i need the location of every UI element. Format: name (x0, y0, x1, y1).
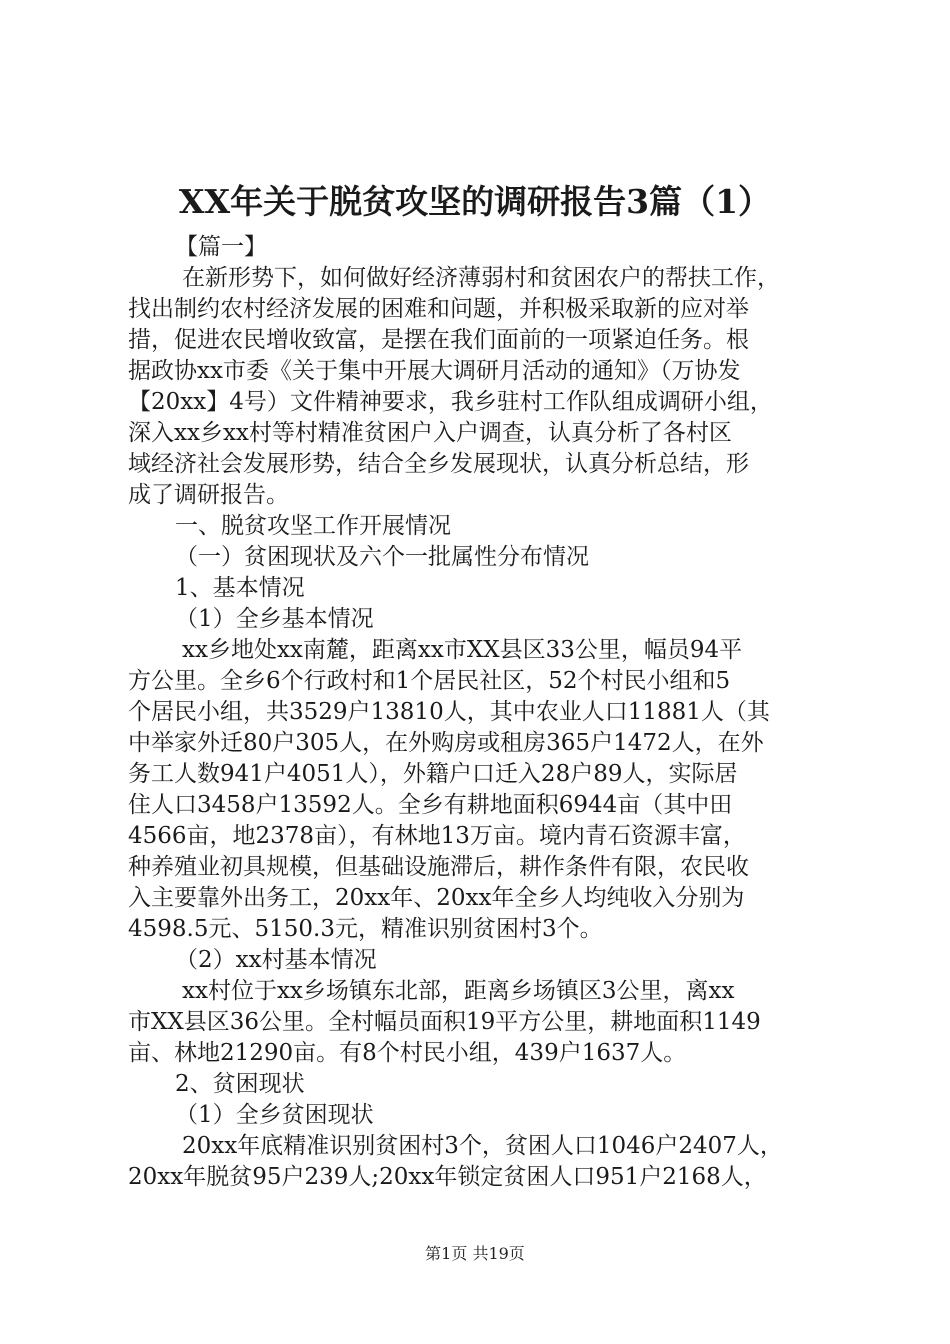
paragraph-line: 住人口3458户13592人。全乡有耕地面积6944亩（其中田 (128, 792, 733, 818)
paragraph-line: 20xx年脱贫95户239人;20xx年锁定贫困人口951户2168人， (128, 1164, 767, 1190)
heading-line: （1）全乡基本情况 (175, 606, 374, 632)
paragraph-line: 个居民小组，共3529户13810人，其中农业人口11881人（其 (128, 699, 770, 725)
heading-line: （1）全乡贫困现状 (175, 1102, 374, 1128)
paragraph-line: 方公里。全乡6个行政村和1个居民社区，52个村民小组和5 (128, 668, 731, 694)
heading-line: 一、脱贫攻坚工作开展情况 (175, 513, 451, 539)
document-title: XX年关于脱贫攻坚的调研报告3篇（1） (178, 182, 772, 221)
paragraph-line: 种养殖业初具规模，但基础设施滞后，耕作条件有限，农民收 (128, 854, 749, 880)
heading-line: （2）xx村基本情况 (175, 947, 377, 973)
paragraph-line: 4598.5元、5150.3元，精准识别贫困村3个。 (128, 916, 603, 942)
paragraph-line: 找出制约农村经济发展的困难和问题，并积极采取新的应对举 (128, 296, 749, 322)
paragraph-line: 在新形势下，如何做好经济薄弱村和贫困农户的帮扶工作， (182, 265, 780, 291)
paragraph-line: 务工人数941户4051人），外籍户口迁入28户89人，实际居 (128, 761, 738, 787)
paragraph-line: 措，促进农民增收致富，是摆在我们面前的一项紧迫任务。根 (128, 327, 749, 353)
paragraph-line: 入主要靠外出务工，20xx年、20xx年全乡人均纯收入分别为 (128, 885, 745, 911)
section-heading: 【篇一】 (175, 234, 267, 260)
paragraph-line: 亩、林地21290亩。有8个村民小组，439户1637人。 (128, 1040, 687, 1066)
paragraph-line: 4566亩，地2378亩），有林地13万亩。境内青石资源丰富， (128, 823, 746, 849)
paragraph-line: 20xx年底精准识别贫困村3个，贫困人口1046户2407人， (182, 1133, 783, 1159)
heading-line: 1、基本情况 (175, 575, 305, 601)
paragraph-line: 市XX县区36公里。全村幅员面积19平方公里，耕地面积1149 (128, 1009, 761, 1035)
paragraph-line: 深入xx乡xx村等村精准贫困户入户调查，认真分析了各村区 (128, 420, 732, 446)
paragraph-line: 成了调研报告。 (128, 482, 289, 508)
document-body (128, 232, 834, 1193)
page-footer: 第1页 共19页 (425, 1244, 525, 1263)
heading-line: （一）贫困现状及六个一批属性分布情况 (175, 544, 589, 570)
paragraph-line: xx乡地处xx南麓，距离xx市XX县区33公里，幅员94平 (182, 637, 743, 663)
paragraph-line: 据政协xx市委《关于集中开展大调研月活动的通知》（万协发 (128, 358, 741, 384)
paragraph-line: xx村位于xx乡场镇东北部，距离乡场镇区3公里，离xx (182, 978, 735, 1004)
paragraph-line: 域经济社会发展形势，结合全乡发展现状，认真分析总结，形 (128, 451, 749, 477)
heading-line: 2、贫困现状 (175, 1071, 305, 1097)
paragraph-line: 中举家外迁80户305人，在外购房或租房365户1472人，在外 (128, 730, 764, 756)
paragraph-line: 【20xx】4号）文件精神要求，我乡驻村工作队组成调研小组， (128, 389, 773, 415)
